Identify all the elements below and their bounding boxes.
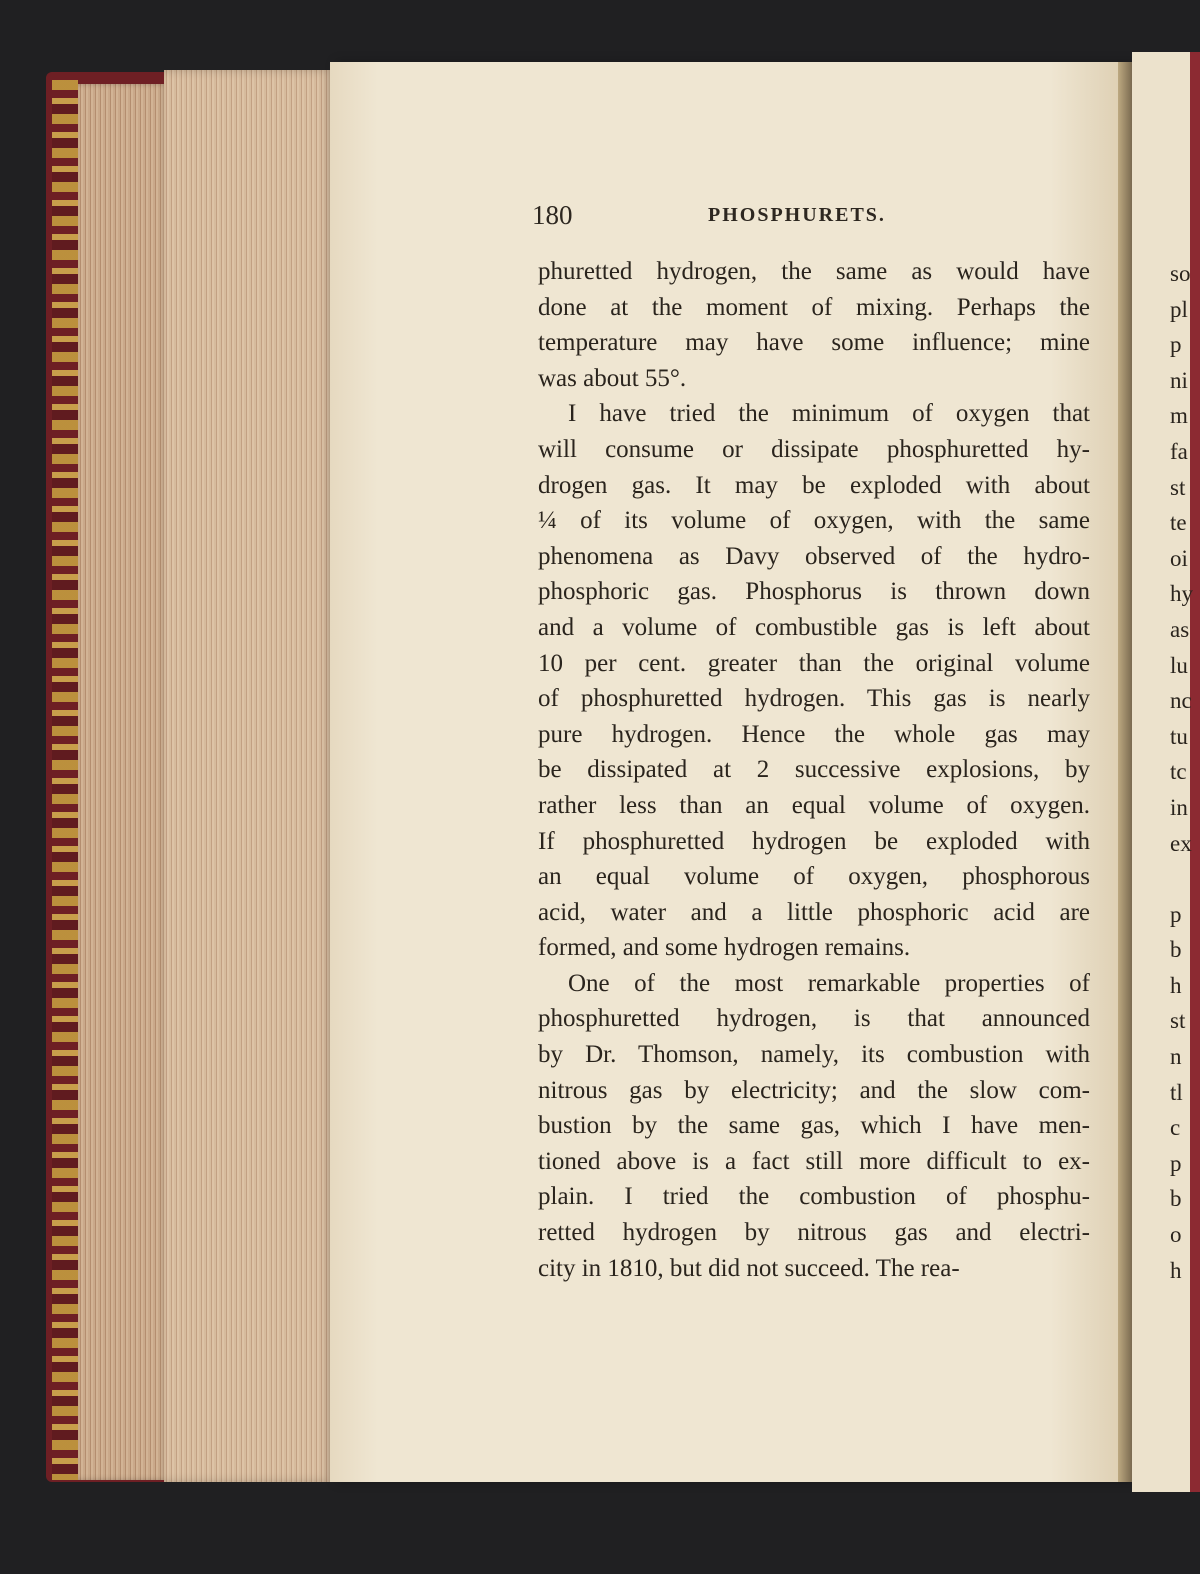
facing-text-fragment: st	[1170, 474, 1186, 500]
facing-text-fragment: so	[1170, 261, 1191, 286]
text-line: of phosphuretted hydrogen. This gas is nearly	[538, 685, 1090, 713]
text-line: pure hydrogen. Hence the whole gas may	[538, 720, 1090, 748]
text-line: retted hydrogen by nitrous gas and electri-	[538, 1219, 1090, 1247]
facing-text-fragment: o	[1170, 1222, 1182, 1248]
text-line: and a volume of combustible gas is left about	[538, 613, 1090, 641]
page-edges-inner	[164, 70, 334, 1482]
text-line: tioned above is a fact still more difficult to ex-	[538, 1147, 1090, 1175]
page-header	[532, 196, 1092, 236]
facing-text-fragment: p	[1170, 901, 1182, 927]
text-line: done at the moment of mixing. Perhaps the	[538, 293, 1090, 321]
page-edges-outer	[78, 84, 168, 1480]
facing-text-fragment: h	[1170, 1257, 1182, 1283]
facing-text-fragment: tc	[1170, 759, 1187, 785]
facing-text-fragment: h	[1170, 972, 1182, 998]
text-line: rather less than an equal volume of oxygen.	[538, 791, 1090, 819]
page-number: 180	[532, 200, 573, 230]
text-line: If phosphuretted hydrogen be exploded with	[538, 827, 1090, 855]
text-line: One of the most remarkable properties of	[568, 969, 1090, 997]
facing-text-fragment: p	[1170, 332, 1182, 358]
facing-text-fragment: tu	[1170, 723, 1188, 749]
facing-text-fragment: hy	[1170, 581, 1193, 607]
text-line: plain. I tried the combustion of phosphu-	[538, 1183, 1090, 1211]
text-line: city in 1810, but did not succeed. The rea-	[538, 1254, 960, 1282]
facing-text-fragment: st	[1170, 1008, 1186, 1034]
facing-page-text	[1170, 256, 1200, 1288]
text-line: phenomena as Davy observed of the hydro-	[538, 542, 1090, 570]
gilt-ornament	[52, 80, 78, 1480]
page-body	[538, 254, 1090, 1286]
text-line: formed, and some hydrogen remains.	[538, 934, 911, 962]
facing-text-fragment: lu	[1170, 652, 1188, 678]
text-line: I have tried the minimum of oxygen that	[568, 400, 1090, 428]
facing-text-fragment: b	[1170, 1186, 1182, 1212]
facing-text-fragment: as	[1170, 616, 1190, 642]
facing-text-fragment: oi	[1170, 545, 1188, 571]
text-line: will consume or dissipate phosphuretted hy-	[538, 435, 1090, 463]
facing-text-fragment: m	[1170, 403, 1188, 429]
facing-text-fragment: in	[1170, 794, 1188, 820]
book-gutter	[1118, 62, 1132, 1482]
text-line: was about 55°.	[538, 364, 687, 392]
facing-text-fragment: c	[1170, 1115, 1181, 1141]
text-line: by Dr. Thomson, namely, its combustion with	[538, 1041, 1090, 1069]
text-line: be dissipated at 2 successive explosions, by	[538, 756, 1090, 784]
facing-text-fragment: pl	[1170, 296, 1188, 322]
text-line: phuretted hydrogen, the same as would have	[538, 258, 1090, 285]
facing-text-fragment: ex	[1170, 830, 1192, 856]
facing-text-fragment: p	[1170, 1150, 1182, 1176]
text-line: ¼ of its volume of oxygen, with the same	[538, 507, 1090, 535]
text-line: bustion by the same gas, which I have men-	[538, 1112, 1090, 1140]
text-line: temperature may have some influence; mine	[538, 329, 1090, 357]
facing-text-fragment: b	[1170, 937, 1182, 963]
text-line: 10 per cent. greater than the original volume	[538, 649, 1090, 677]
text-line: acid, water and a little phosphoric acid are	[538, 898, 1090, 926]
facing-text-fragment: fa	[1170, 438, 1188, 464]
facing-text-fragment: tl	[1170, 1079, 1183, 1105]
running-head: PHOSPHURETS.	[708, 204, 886, 226]
text-line: phosphuretted hydrogen, is that announced	[538, 1005, 1090, 1033]
facing-text-fragment: ni	[1170, 367, 1188, 393]
facing-text-fragment: te	[1170, 510, 1187, 536]
text-line: nitrous gas by electricity; and the slow com-	[538, 1076, 1090, 1104]
facing-text-fragment: n	[1170, 1044, 1182, 1070]
text-line: drogen gas. It may be exploded with about	[538, 471, 1090, 499]
text-line: phosphoric gas. Phosphorus is thrown down	[538, 578, 1090, 606]
text-line: an equal volume of oxygen, phosphorous	[538, 863, 1090, 891]
facing-text-fragment: nc	[1170, 688, 1192, 714]
